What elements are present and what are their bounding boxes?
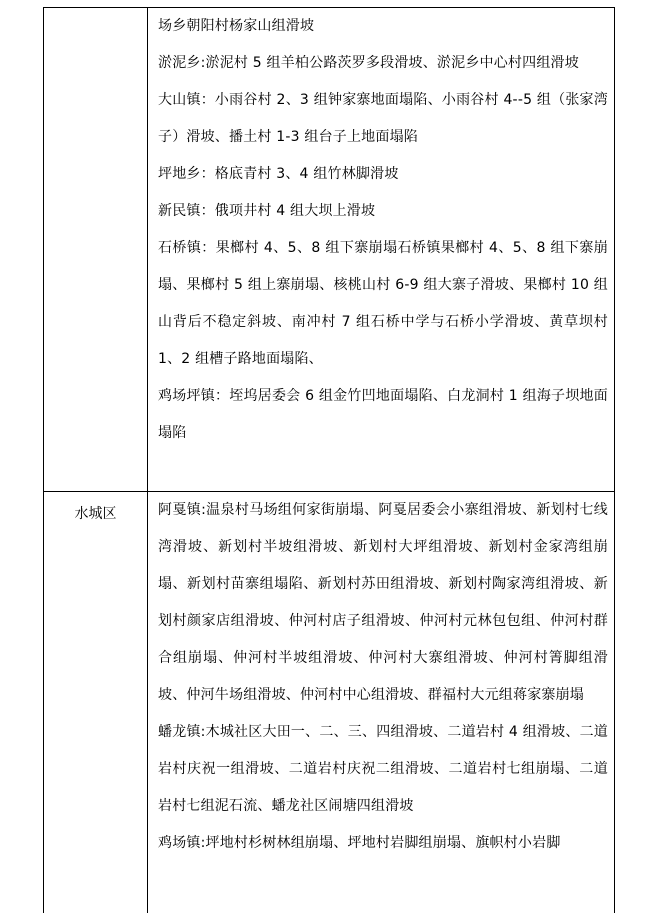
location-paragraph: 新民镇：俄项井村 4 组大坝上滑坡 (158, 203, 376, 219)
district-cell (44, 8, 148, 492)
location-paragraph: 石桥镇：果榔村 4、5、8 组下寨崩塌石桥镇果榔村 4、5、8 组下寨崩塌、果榔村 5 组上寨崩塌、核桃山村 6-9 组大寨子滑坡、果榔村 10 组山背后不稳定斜坡、南冲村 7 组石桥中学与石桥小学滑坡、黄草坝村 1、2 组槽子路地面塌陷、 (158, 240, 608, 367)
location-paragraph: 蟠龙镇:木城社区大田一、二、三、四组滑坡、二道岩村 4 组滑坡、二道岩村庆祝一组滑坡、二道岩村庆祝二组滑坡、二道岩村七组崩塌、二道岩村七组泥石流、蟠龙社区闹塘四组滑坡 (158, 724, 608, 814)
location-paragraph: 阿戛镇:温泉村马场组何家街崩塌、阿戛居委会小寨组滑坡、新划村七线湾滑坡、新划村半坡组滑坡、新划村大坪组滑坡、新划村金家湾组崩塌、新划村苗寨组塌陷、新划村苏田组滑坡、新划村陶家湾组滑坡、新划村颜家店组滑坡、仲河村店子组滑坡、仲河村元林包包组、仲河村群合组崩塌、仲河村半坡组滑坡、仲河村大寨组滑坡、仲河村箐脚组滑坡、仲河牛场组滑坡、仲河村中心组滑坡、群福村大元组蒋家寨崩塌 (158, 502, 608, 703)
locations-cell (148, 492, 615, 913)
hazard-table (43, 7, 615, 913)
location-paragraph: 鸡场坪镇：垤坞居委会 6 组金竹凹地面塌陷、白龙洞村 1 组海子坝地面塌陷 (158, 388, 608, 441)
location-paragraph: 坪地乡：格底青村 3、4 组竹林脚滑坡 (158, 166, 399, 182)
location-paragraph: 鸡场镇:坪地村杉树林组崩塌、坪地村岩脚组崩塌、旗帜村小岩脚 (158, 835, 561, 851)
table-row (44, 492, 615, 913)
district-label: 水城区 (74, 506, 117, 522)
district-cell (44, 492, 148, 913)
district-label (44, 8, 147, 20)
locations-cell (148, 8, 615, 492)
table-row (44, 8, 615, 492)
location-paragraph: 淤泥乡:淤泥村 5 组羊柏公路茨罗多段滑坡、淤泥乡中心村四组滑坡 (158, 55, 579, 71)
location-paragraph: 大山镇：小雨谷村 2、3 组钟家寨地面塌陷、小雨谷村 4--5 组（张家湾子）滑坡、播土村 1-3 组台子上地面塌陷 (158, 92, 608, 145)
location-paragraph: 场乡朝阳村杨家山组滑坡 (158, 18, 315, 34)
